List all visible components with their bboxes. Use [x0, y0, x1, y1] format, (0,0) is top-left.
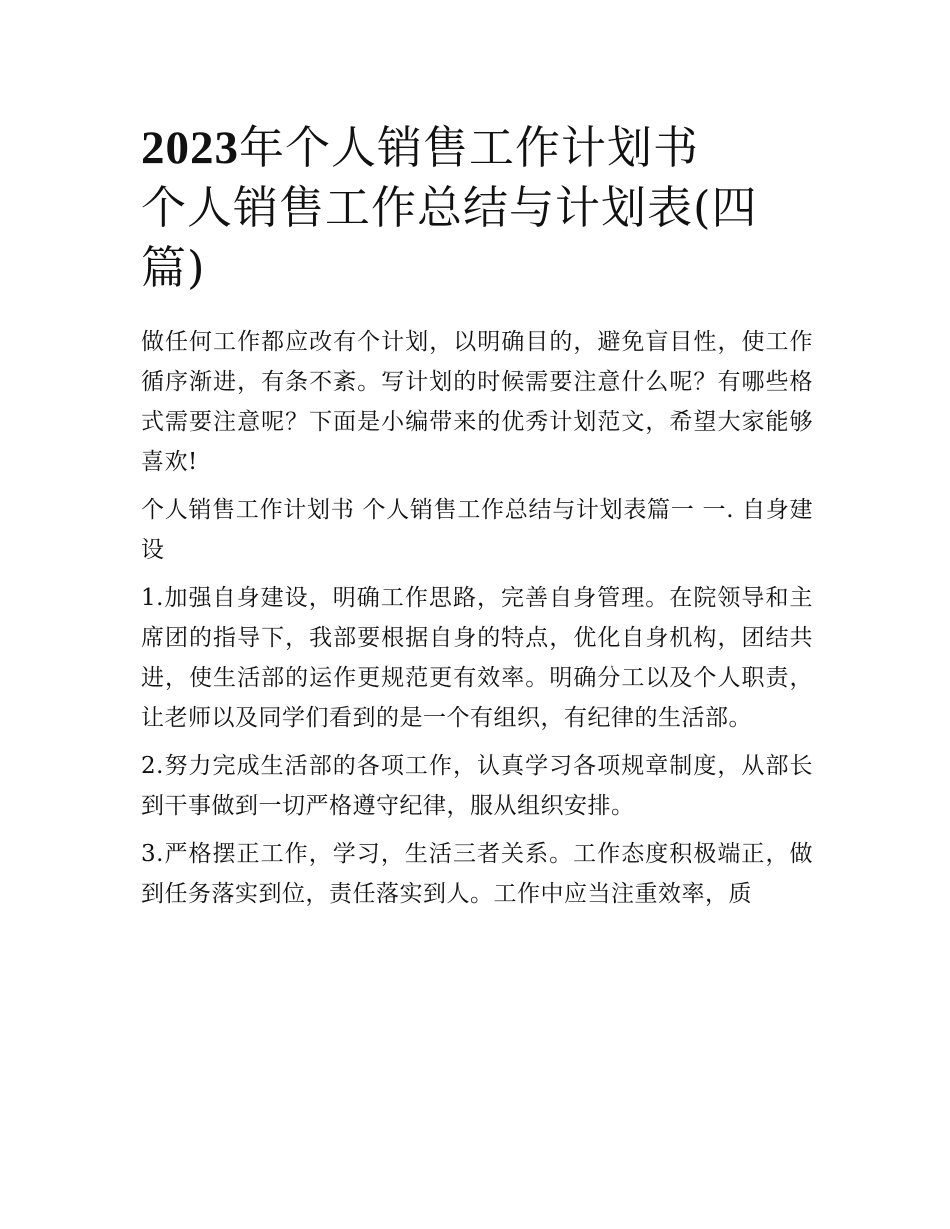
title-line-2: 个人销售工作总结与计划表(四 [141, 181, 758, 234]
paragraph-intro: 做任何工作都应改有个计划，以明确目的，避免盲目性，使工作循序渐进，有条不紊。写计划的时候需要注意什么呢？有哪些格式需要注意呢？下面是小编带来的优秀计划范文，希望大家能够喜欢! [141, 329, 813, 475]
title-line-1 [141, 118, 813, 178]
paragraph-item-1: 1.加强自身建设，明确工作思路，完善自身管理。在院领导和主席团的指导下，我部要根据自身的特点，优化自身机构，团结共进，使生活部的运作更规范更有效率。明确分工以及个人职责，让老师以及同学们看到的是一个有组织，有纪律的生活部。 [141, 585, 813, 731]
document-title [141, 118, 813, 298]
title-line-3: 篇) [141, 241, 206, 294]
title-year: 2023 [141, 122, 239, 174]
paragraph-item-2: 2.努力完成生活部的各项工作，认真学习各项规章制度，从部长到干事做到一切严格遵守纪律，服从组织安排。 [141, 753, 813, 819]
title-line-1-text: 年个人销售工作计划书 [239, 121, 700, 174]
document-page [141, 118, 813, 922]
paragraph-section-heading: 个人销售工作计划书 个人销售工作总结与计划表篇一 一. 自身建设 [141, 497, 813, 563]
title-heading [141, 118, 813, 298]
paragraph-item-3: 3.严格摆正工作，学习，生活三者关系。工作态度积极端正，做到任务落实到位，责任落实到人。工作中应当注重效率，质 [141, 841, 813, 907]
